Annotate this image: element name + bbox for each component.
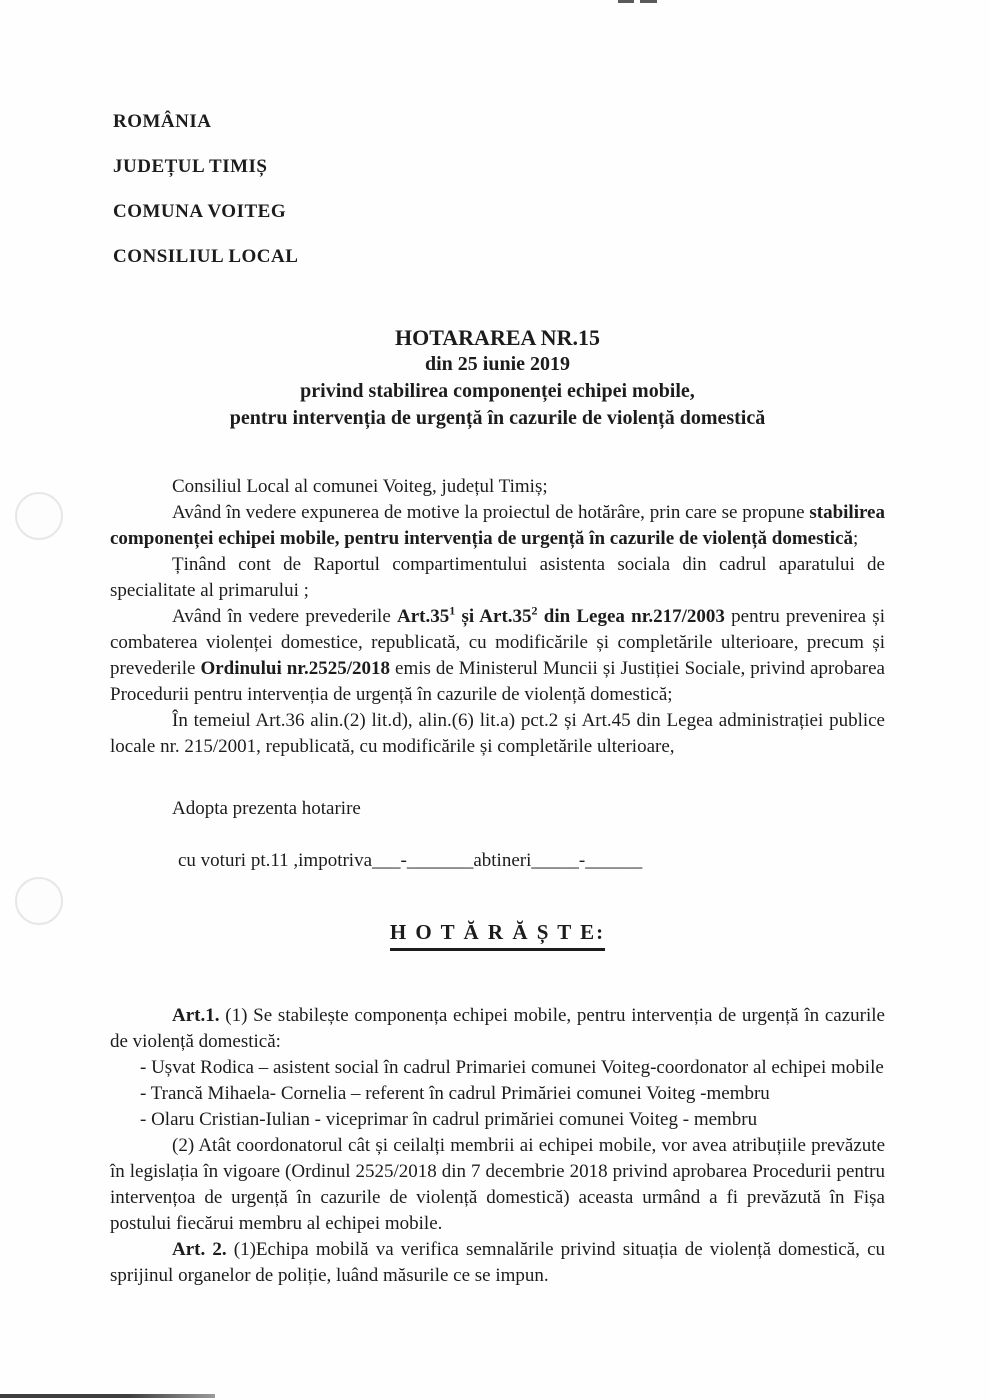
article-1-intro	[110, 1003, 885, 1055]
superscript: 2	[531, 603, 538, 618]
county-name: JUDEȚUL TIMIȘ	[113, 156, 268, 177]
scan-artifact-top-dash	[640, 0, 657, 3]
preamble	[110, 474, 885, 760]
decision-heading	[110, 920, 885, 951]
commune-name: COMUNA VOITEG	[113, 201, 287, 222]
decision-heading-text: H O T Ă R Ă Ș T E:	[390, 920, 605, 951]
text-run: ;	[853, 528, 859, 549]
text-run: Având în vedere expunerea de motive la proiectul de hotărâre, prin care se propune	[172, 502, 810, 523]
decision-number: HOTARAREA NR.15	[395, 325, 600, 350]
text-run: și Art.35	[455, 606, 532, 627]
preamble-paragraph-motive	[110, 500, 885, 552]
text-run: (1)Echipa mobilă va verifica semnalările privind situația de violență domestică, cu sprijinul organelor de poliție, luând măsurile ce se impun.	[110, 1239, 885, 1286]
text-run: (1) Se stabilește componența echipei mobile, pentru intervenția de urgență în cazurile de violență domestică:	[110, 1005, 885, 1052]
text-run-bold: stabilirea componenței echipei mobile, pentru intervenția de urgență în cazurile de violență domestică	[110, 502, 885, 549]
articles	[110, 1003, 885, 1289]
council-name: CONSILIUL LOCAL	[113, 246, 299, 267]
decision-subject-line2: pentru intervenția de urgență în cazurile de violență domestică	[229, 407, 766, 429]
text-run-bold: Ordinului nr.2525/2018	[200, 658, 391, 679]
article-2	[110, 1237, 885, 1289]
article-1-paragraph-2: (2) Atât coordonatorul cât și ceilalți membrii ai echipei mobile, vor avea atribuțiile prevăzute în legislația în vigoare (Ordinul 2525/2018 din 7 decembrie 2018 privind aprobarea Procedurii pentru intervențoa de urgență în cazurile de violență domestică) aceasta urmând a fi prevăzută în Fișa postului fiecărui membru al echipei mobile.	[110, 1135, 885, 1234]
team-member-item: - Ușvat Rodica – asistent social în cadrul Primariei comunei Voiteg-coordonator al echipei mobile	[140, 1057, 884, 1078]
country-name: ROMÂNIA	[113, 111, 212, 132]
text-run: emis de Ministerul Muncii și Justiției Sociale, privind aprobarea Procedurii pentru intervenția de urgență în cazurile de violență domestică;	[110, 658, 885, 705]
adoption-statement: Adopta prezenta hotarire	[172, 798, 361, 819]
text-run: Art.35	[396, 606, 450, 627]
preamble-paragraph-temei: În temeiul Art.36 alin.(2) lit.d), alin.(6) lit.a) pct.2 și Art.45 din Legea administrației publice locale nr. 215/2001, republicată, cu modificările și completările ulterioare,	[110, 710, 885, 757]
text-run: din Legea nr.217/2003	[537, 606, 725, 627]
decision-date: din 25 iunie 2019	[424, 353, 571, 375]
decision-subject-line1: privind stabilirea componenței echipei mobile,	[300, 380, 695, 402]
superscript: 1	[449, 603, 456, 618]
article-2-label: Art. 2.	[172, 1239, 227, 1260]
preamble-paragraph-prevederi	[110, 604, 885, 708]
article-1-label: Art.1.	[172, 1005, 220, 1026]
team-member-item: - Trancă Mihaela- Cornelia – referent în cadrul Primăriei comunei Voiteg -membru	[140, 1083, 770, 1104]
document-title	[110, 324, 885, 432]
text-run-bold	[396, 603, 725, 627]
scan-artifact-top-dash	[618, 0, 634, 3]
text-run: pentru prevenirea și combaterea violenței domestice, republicată, cu modificările și completările ulterioare, precum și prevederile	[110, 606, 885, 679]
preamble-paragraph-council: Consiliul Local al comunei Voiteg, județul Timiș;	[172, 476, 548, 497]
punch-hole-shadow	[15, 492, 63, 540]
text-run: Având în vedere prevederile	[172, 606, 397, 627]
votes-line: cu voturi pt.11 ,impotriva___-_______abtineri_____-______	[178, 850, 643, 871]
punch-hole-shadow	[15, 877, 63, 925]
preamble-paragraph-raport: Ținând cont de Raportul compartimentului asistenta sociala din cadrul aparatului de specialitate al primarului ;	[110, 554, 885, 601]
scan-artifact-bottom-line	[0, 1394, 215, 1398]
team-member-item: - Olaru Cristian-Iulian - viceprimar în cadrul primăriei comunei Voiteg - membru	[140, 1109, 758, 1130]
letterhead	[110, 112, 885, 266]
